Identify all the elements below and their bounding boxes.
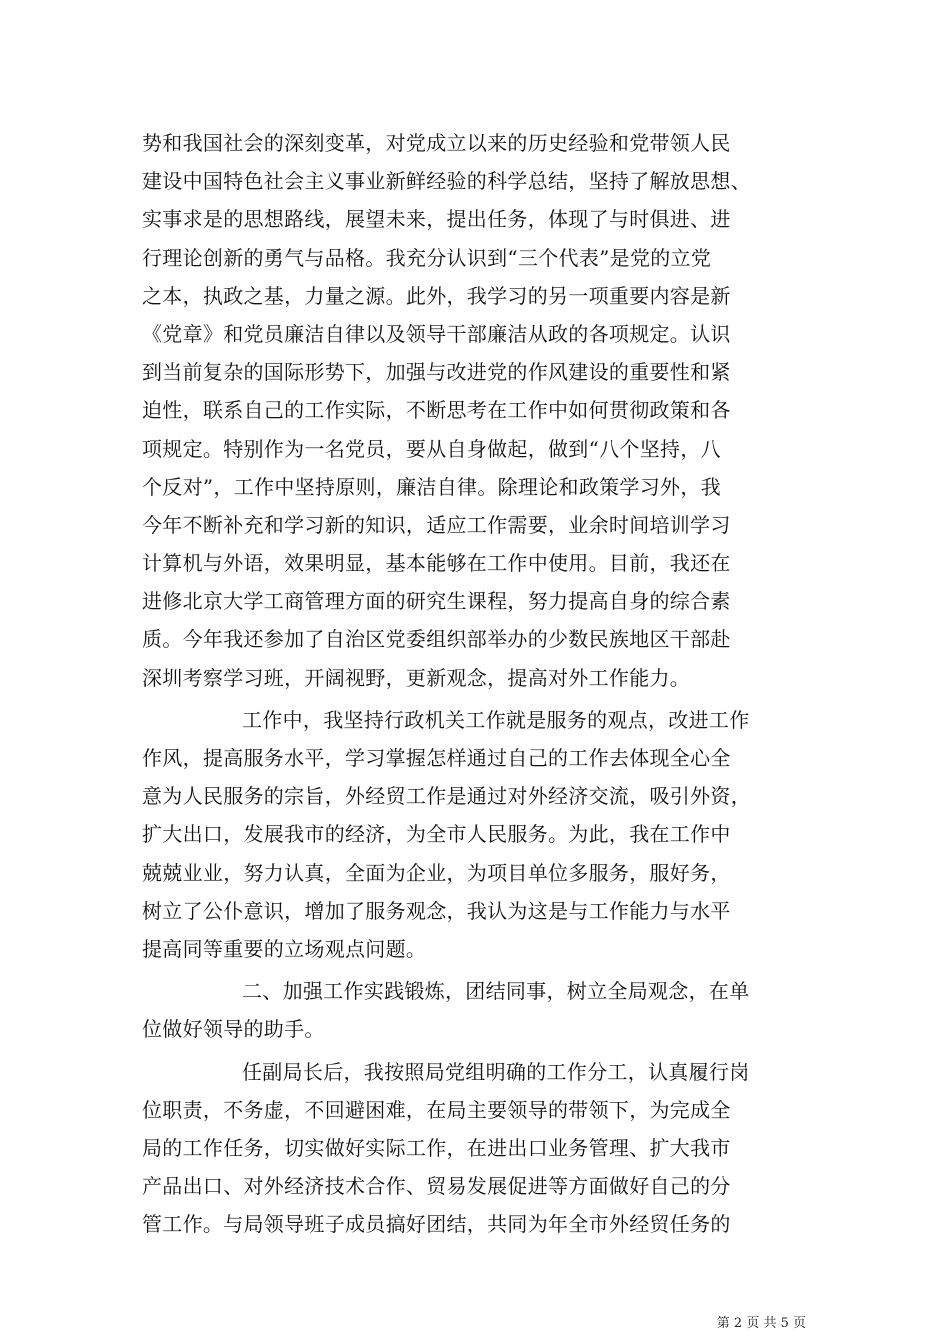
text-line: 实事求是的思想路线，展望未来，提出任务，体现了与时俱进、进 (142, 207, 731, 232)
text-line: 势和我国社会的深刻变革，对党成立以来的历史经验和党带领人民 (142, 131, 731, 155)
text-line: 二、加强工作实践锻炼，团结同事，树立全局观念，在单 (242, 979, 750, 1004)
paragraph (142, 972, 822, 1048)
text-line: 深圳考察学习班，开阔视野，更新观念，提高对外工作能力。 (142, 665, 691, 690)
text-line: 作风，提高服务水平，学习掌握怎样通过自己的工作去体现全心全 (142, 746, 731, 770)
text-line: 产品出口、对外经济技术合作、贸易发展促进等方面做好自己的分 (142, 1174, 731, 1199)
text-line: 计算机与外语，效果明显，基本能够在工作中使用。目前，我还在 (142, 551, 731, 576)
paragraph (142, 701, 822, 968)
text-line: 行理论创新的勇气与品格。我充分认识到“三个代表”是党的立党 (142, 245, 712, 270)
text-line: 进修北京大学工商管理方面的研究生课程，努力提高自身的综合素 (142, 589, 731, 614)
text-line: 到当前复杂的国际形势下，加强与改进党的作风建设的重要性和紧 (142, 360, 731, 385)
document-body (142, 124, 822, 1243)
text-line: 工作中，我坚持行政机关工作就是服务的观点，改进工作 (242, 707, 750, 732)
text-line: 位做好领导的助手。 (142, 1017, 325, 1042)
text-line: 提高同等重要的立场观点问题。 (142, 936, 427, 961)
paragraph (142, 1053, 822, 1244)
text-line: 之本，执政之基，力量之源。此外，我学习的另一项重要内容是新 (142, 283, 731, 308)
text-line: 任副局长后，我按照局党组明确的工作分工，认真履行岗 (242, 1059, 750, 1084)
text-line: 兢兢业业，努力认真，全面为企业，为项目单位多服务，服好务， (142, 860, 731, 885)
text-line: 个反对”，工作中坚持原则，廉洁自律。除理论和政策学习外，我 (142, 474, 721, 499)
text-line: 位职责，不务虚，不回避困难，在局主要领导的带领下，为完成全 (142, 1097, 731, 1122)
text-line: 今年不断补充和学习新的知识，适应工作需要，业余时间培训学习 (142, 512, 731, 537)
text-line: 意为人民服务的宗旨，外经贸工作是通过对外经济交流，吸引外资， (142, 784, 751, 809)
text-line: 局的工作任务，切实做好实际工作，在进出口业务管理、扩大我市 (142, 1135, 731, 1160)
text-line: 扩大出口，发展我市的经济，为全市人民服务。为此，我在工作中 (142, 822, 731, 847)
text-line: 质。今年我还参加了自治区党委组织部举办的少数民族地区干部赴 (142, 627, 731, 652)
text-line: 树立了公仆意识，增加了服务观念，我认为这是与工作能力与水平 (142, 898, 731, 923)
text-line: 管工作。与局领导班子成员搞好团结，共同为年全市外经贸任务的 (142, 1212, 731, 1237)
text-line: 迫性，联系自己的工作实际，不断思考在工作中如何贯彻政策和各 (142, 398, 731, 423)
text-line: 《党章》和党员廉洁自律以及领导干部廉洁从政的各项规定。认识 (142, 321, 731, 346)
paragraph (142, 124, 822, 697)
text-line: 项规定。特别作为一名党员，要从自身做起，做到“八个坚持，八 (142, 436, 721, 461)
page-number-footer: 第 2 页 共 5 页 (716, 1316, 806, 1331)
text-line: 建设中国特色社会主义事业新鲜经验的科学总结，坚持了解放思想、 (142, 169, 751, 194)
